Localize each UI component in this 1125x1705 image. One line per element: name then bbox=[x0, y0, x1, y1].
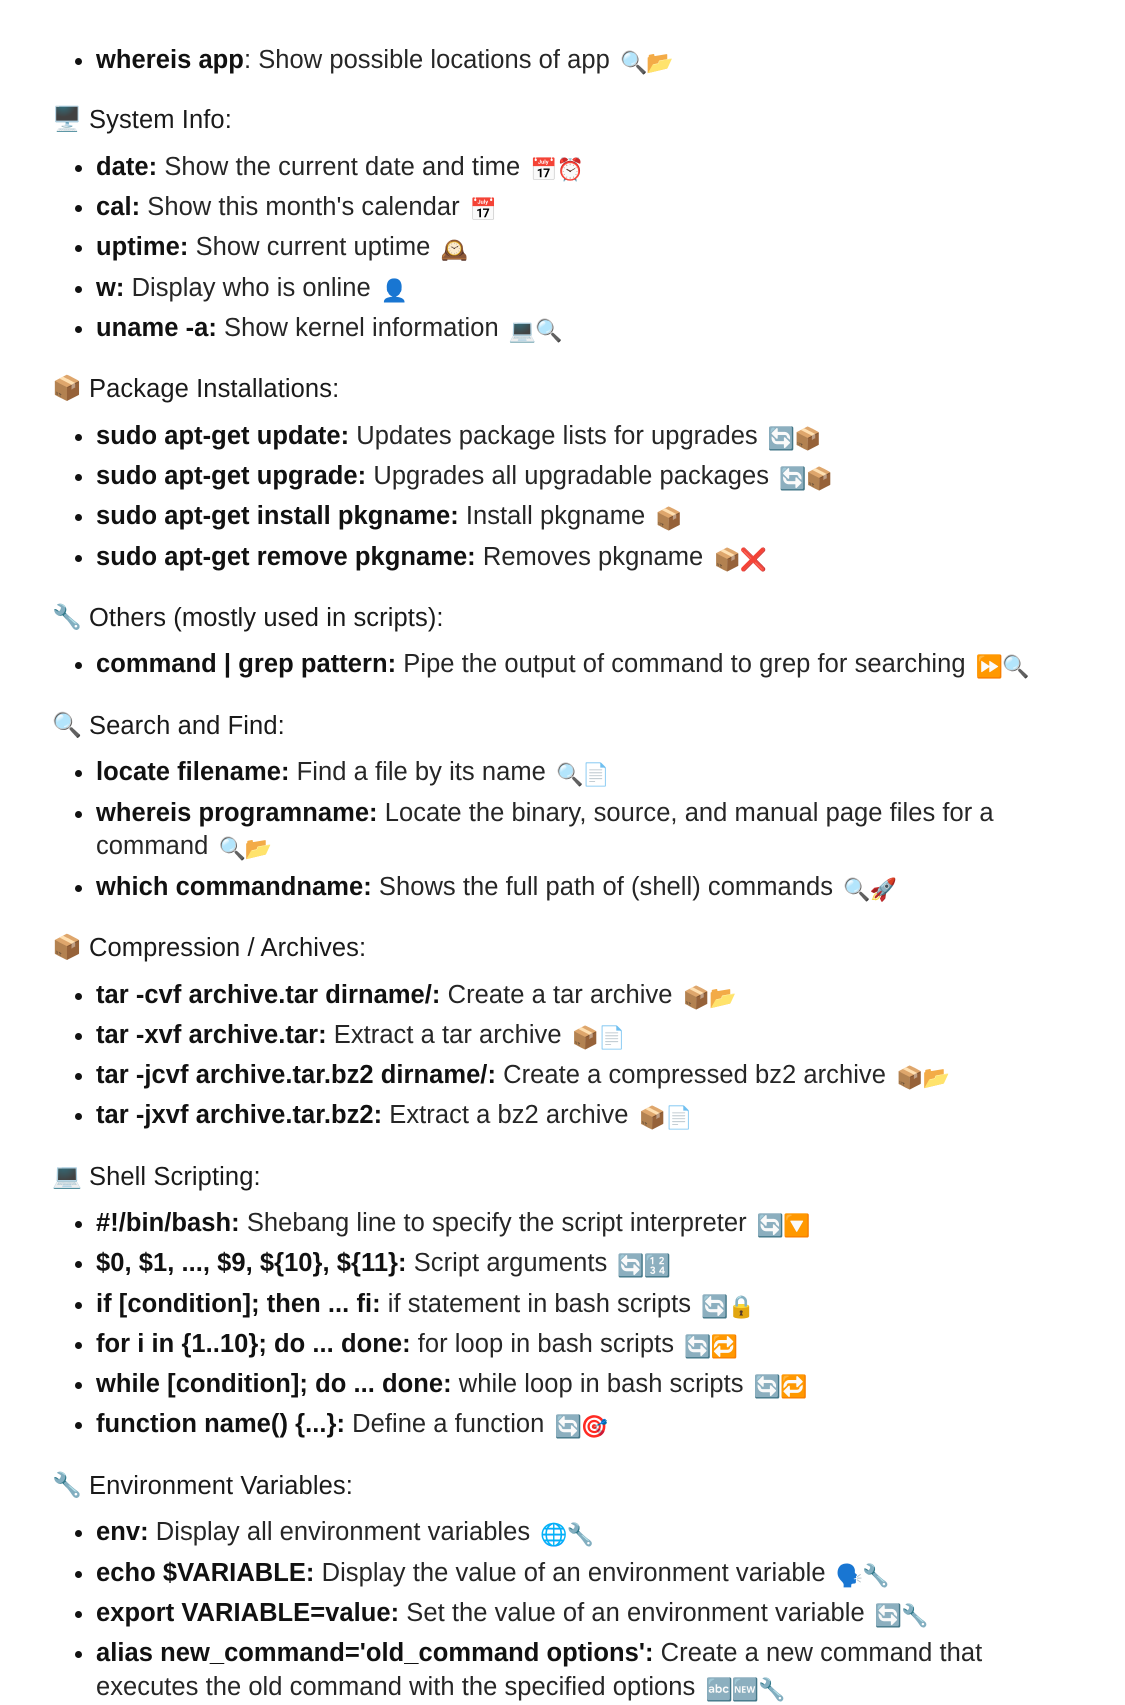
trailing-emoji-icons: 📦📂 bbox=[682, 985, 736, 1011]
sections-root bbox=[52, 104, 1065, 1705]
command-description: Show this month's calendar bbox=[140, 193, 467, 222]
section-heading-search-and-find bbox=[52, 710, 1065, 743]
section-title: Shell Scripting: bbox=[88, 1162, 261, 1191]
command-list-search-and-find bbox=[52, 756, 1065, 905]
section-heading-shell-scripting bbox=[52, 1161, 1065, 1194]
command-label: function name() {...}: bbox=[96, 1410, 346, 1439]
command-description: Create a tar archive bbox=[440, 980, 680, 1009]
list-item bbox=[52, 312, 1065, 346]
section-body-search-and-find bbox=[52, 756, 1065, 905]
command-description: if statement in bash scripts bbox=[380, 1289, 699, 1318]
command-description: Locate the binary, source, and manual page files for a command bbox=[96, 798, 994, 861]
command-list-system-info bbox=[52, 151, 1065, 346]
trailing-emoji-icons: 💻🔍 bbox=[508, 318, 562, 344]
command-description: Show the current date and time bbox=[157, 152, 528, 181]
list-item bbox=[52, 151, 1065, 185]
command-label: command | grep pattern: bbox=[96, 650, 397, 679]
command-description: Shows the full path of (shell) commands bbox=[371, 872, 841, 901]
command-label: sudo apt-get install pkgname: bbox=[96, 502, 459, 531]
list-item bbox=[52, 1368, 1065, 1402]
command-description: Find a file by its name bbox=[289, 758, 553, 787]
trailing-emoji-icons: 🔄📦 bbox=[779, 467, 832, 492]
list-item bbox=[52, 500, 1065, 534]
command-label: cal: bbox=[96, 193, 141, 222]
command-label: tar -xvf archive.tar: bbox=[96, 1020, 327, 1049]
list-item bbox=[52, 979, 1065, 1013]
command-label: for i in {1..10}; do ... done: bbox=[96, 1329, 411, 1358]
section-heading-system-info bbox=[52, 104, 1065, 137]
list-item bbox=[52, 1597, 1065, 1631]
section-heading-others bbox=[52, 602, 1065, 635]
command-description: Script arguments bbox=[406, 1249, 615, 1278]
command-sep: : bbox=[243, 46, 252, 74]
command-label: while [condition]; do ... done: bbox=[96, 1370, 452, 1399]
command-list-others bbox=[52, 648, 1065, 682]
list-item bbox=[52, 648, 1065, 682]
trailing-emoji-icons: 📦❌ bbox=[713, 547, 767, 573]
command-label: sudo apt-get upgrade: bbox=[96, 462, 367, 490]
command-list-compression-archives bbox=[52, 979, 1065, 1134]
section-heading-environment-variables bbox=[52, 1470, 1065, 1503]
list-item bbox=[52, 1019, 1065, 1053]
command-description: for loop in bash scripts bbox=[410, 1329, 682, 1358]
command-list-environment-variables bbox=[52, 1516, 1065, 1705]
trailing-emoji-icons: 👤 bbox=[380, 278, 408, 304]
desktop-computer-icon: 🖥️ bbox=[52, 105, 82, 134]
command-description: Create a compressed bz2 archive bbox=[496, 1061, 894, 1090]
trailing-emoji-icons: 🕰️ bbox=[440, 238, 467, 264]
list-item bbox=[52, 231, 1065, 265]
command-list-package-installations bbox=[52, 420, 1065, 575]
command-label: env: bbox=[96, 1518, 149, 1547]
command-description: Extract a bz2 archive bbox=[382, 1101, 636, 1130]
command-label: tar -jcvf archive.tar.bz2 dirname/: bbox=[96, 1061, 496, 1090]
list-item bbox=[52, 1516, 1065, 1550]
list-item bbox=[52, 871, 1065, 905]
command-description: Show current uptime bbox=[188, 233, 438, 262]
trailing-emoji-icons: 🔄🔧 bbox=[874, 1603, 928, 1629]
list-item bbox=[52, 1328, 1065, 1362]
command-description: Extract a tar archive bbox=[326, 1020, 569, 1049]
trailing-emoji-icons: 🗣️🔧 bbox=[835, 1563, 889, 1589]
command-label: if [condition]; then ... fi: bbox=[96, 1289, 381, 1318]
package-box-icon: 📦 bbox=[52, 374, 82, 403]
command-description: Display who is online bbox=[124, 273, 378, 302]
section-heading-package-installations bbox=[52, 373, 1065, 406]
trailing-emoji-icons: 🔍📂 bbox=[620, 51, 673, 76]
command-description: Display all environment variables bbox=[148, 1518, 538, 1547]
list-item bbox=[52, 1207, 1065, 1241]
trailing-emoji-icons: 🔄🔢 bbox=[617, 1254, 671, 1280]
section-body-system-info bbox=[52, 151, 1065, 346]
list-item bbox=[52, 1059, 1065, 1093]
section-title: Search and Find: bbox=[88, 711, 285, 740]
intro-list bbox=[52, 44, 1065, 78]
trailing-emoji-icons: 📅 bbox=[469, 198, 497, 224]
command-description: Show possible locations of app bbox=[251, 46, 617, 74]
command-label: uname -a: bbox=[96, 313, 217, 342]
trailing-emoji-icons: 📦📂 bbox=[896, 1066, 949, 1092]
trailing-emoji-icons: 🔄🎯 bbox=[554, 1415, 608, 1441]
package-box-icon: 📦 bbox=[52, 932, 82, 961]
command-description: Display the value of an environment variable bbox=[314, 1558, 833, 1587]
trailing-emoji-icons: 🔤🆕🔧 bbox=[705, 1677, 785, 1703]
trailing-emoji-icons: 🔍🚀 bbox=[843, 877, 896, 903]
list-item bbox=[52, 1637, 1065, 1705]
command-description: Updates package lists for upgrades bbox=[349, 421, 765, 450]
command-description: Pipe the output of command to grep for searching bbox=[396, 650, 973, 679]
list-item bbox=[52, 191, 1065, 225]
command-label: echo $VARIABLE: bbox=[96, 1558, 315, 1587]
command-label: w: bbox=[96, 273, 125, 302]
trailing-emoji-icons: 📦📄 bbox=[571, 1025, 625, 1051]
list-item bbox=[52, 1288, 1065, 1322]
trailing-emoji-icons: 🔍📂 bbox=[218, 837, 272, 863]
trailing-emoji-icons: 🔄📦 bbox=[767, 426, 821, 452]
command-description: Show kernel information bbox=[216, 313, 506, 342]
command-label: $0, $1, ..., $9, ${10}, ${11}: bbox=[96, 1249, 407, 1278]
section-heading-compression-archives bbox=[52, 932, 1065, 965]
trailing-emoji-icons: 🔄🔽 bbox=[756, 1214, 810, 1240]
command-description: Install pkgname bbox=[458, 502, 653, 531]
trailing-emoji-icons: 🔄🔁 bbox=[684, 1334, 737, 1360]
command-label: which commandname: bbox=[96, 872, 372, 901]
trailing-emoji-icons: 🔄🔁 bbox=[753, 1375, 807, 1401]
list-item bbox=[52, 797, 1065, 865]
wrench-icon: 🔧 bbox=[52, 602, 82, 631]
section-title: System Info: bbox=[88, 106, 232, 135]
list-item bbox=[52, 44, 1065, 78]
command-label: alias new_command='old_command options': bbox=[96, 1639, 654, 1668]
section-body-environment-variables bbox=[52, 1516, 1065, 1705]
command-label: uptime: bbox=[96, 233, 189, 262]
command-description: Shebang line to specify the script interpreter bbox=[239, 1209, 754, 1238]
trailing-emoji-icons: ⏩🔍 bbox=[975, 655, 1029, 681]
section-title: Environment Variables: bbox=[88, 1471, 353, 1500]
list-item bbox=[52, 460, 1065, 494]
command-label: whereis app bbox=[96, 46, 244, 74]
command-description: Upgrades all upgradable packages bbox=[366, 462, 777, 490]
wrench-icon: 🔧 bbox=[52, 1470, 82, 1499]
section-title: Others (mostly used in scripts): bbox=[88, 603, 444, 632]
section-body-shell-scripting bbox=[52, 1207, 1065, 1443]
laptop-icon: 💻 bbox=[52, 1161, 82, 1190]
command-label: tar -jxvf archive.tar.bz2: bbox=[96, 1101, 383, 1130]
list-item bbox=[52, 1408, 1065, 1442]
list-item bbox=[52, 420, 1065, 454]
command-description: Removes pkgname bbox=[475, 542, 711, 571]
list-item bbox=[52, 1557, 1065, 1591]
command-label: tar -cvf archive.tar dirname/: bbox=[96, 980, 441, 1009]
command-label: locate filename: bbox=[96, 758, 290, 787]
list-item bbox=[52, 1247, 1065, 1281]
list-item bbox=[52, 272, 1065, 306]
section-body-others bbox=[52, 648, 1065, 682]
section-title: Compression / Archives: bbox=[88, 933, 367, 962]
command-description: Create a new command that executes the old command with the specified options bbox=[96, 1639, 983, 1701]
command-label: #!/bin/bash: bbox=[96, 1209, 240, 1238]
section-body-package-installations bbox=[52, 420, 1065, 575]
trailing-emoji-icons: 📦📄 bbox=[638, 1106, 692, 1132]
command-label: date: bbox=[96, 152, 158, 181]
list-item bbox=[52, 541, 1065, 575]
trailing-emoji-icons: 🌐🔧 bbox=[540, 1523, 594, 1549]
magnifying-glass-icon: 🔍 bbox=[52, 710, 82, 739]
command-list-shell-scripting bbox=[52, 1207, 1065, 1443]
command-label: sudo apt-get remove pkgname: bbox=[96, 542, 476, 571]
list-item bbox=[52, 756, 1065, 790]
command-description: Set the value of an environment variable bbox=[399, 1598, 872, 1627]
section-title: Package Installations: bbox=[88, 375, 340, 404]
section-body-compression-archives bbox=[52, 979, 1065, 1134]
command-label: sudo apt-get update: bbox=[96, 421, 350, 450]
command-label: export VARIABLE=value: bbox=[96, 1598, 400, 1627]
command-description: Define a function bbox=[345, 1410, 552, 1439]
trailing-emoji-icons: 🔍📄 bbox=[556, 763, 609, 789]
command-label: whereis programname: bbox=[96, 798, 378, 827]
list-item bbox=[52, 1099, 1065, 1133]
trailing-emoji-icons: 📅⏰ bbox=[530, 157, 584, 183]
trailing-emoji-icons: 📦 bbox=[655, 507, 682, 533]
command-description: while loop in bash scripts bbox=[451, 1370, 751, 1399]
trailing-emoji-icons: 🔄🔒 bbox=[701, 1294, 755, 1320]
